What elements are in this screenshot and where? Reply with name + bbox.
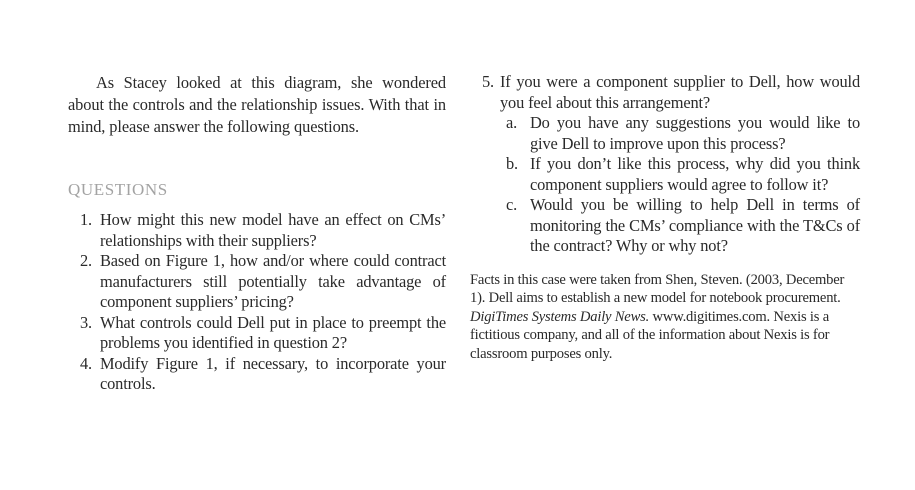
questions-list [68, 210, 446, 395]
question-number: 1. [80, 210, 92, 229]
sub-question-text: Do you have any suggestions you would like to give Dell to improve upon this process? [530, 113, 860, 153]
sub-question-b [500, 154, 860, 195]
source-note-text-1: Facts in this case were taken from Shen, Steven. (2003, December 1). Dell aims to establish a new model for notebook procurement. [470, 271, 845, 306]
source-journal-title: DigiTimes Systems Daily News. [470, 308, 650, 325]
sub-question-letter: a. [506, 113, 518, 132]
question-item-3 [68, 313, 446, 354]
questions-heading: QUESTIONS [68, 180, 168, 199]
question-number: 3. [80, 312, 92, 332]
question-text: What controls could Dell put in place to preempt the problems you identified in question 2? [100, 312, 446, 352]
right-column [470, 72, 860, 363]
sub-question-text: If you don’t like this process, why did you think component suppliers would agree to follow it? [530, 154, 860, 194]
sub-question-letter: b. [506, 154, 518, 173]
question-item-2 [68, 251, 446, 313]
question-number: 5. [482, 72, 494, 91]
question-number: 2. [80, 251, 92, 270]
source-note-text-2: www.digitimes.com. Nexis is a fictitious company, and all of the information about Nexis is for classroom purposes only. [470, 308, 830, 362]
question-text: How might this new model have an effect on CMs’ relationships with their suppliers? [100, 210, 446, 250]
sub-questions-list [500, 113, 860, 257]
questions-list-continued [470, 72, 860, 257]
sub-question-text: Would you be willing to help Dell in terms of monitoring the CMs’ compliance with the T&Cs of the contract? Why or why not? [530, 195, 860, 255]
left-column [68, 72, 446, 395]
sub-question-letter: c. [506, 195, 518, 214]
question-item-1 [68, 210, 446, 251]
intro-paragraph: As Stacey looked at this diagram, she wondered about the controls and the relationship issues. With that in mind, please answer the following questions. [68, 73, 446, 136]
question-number: 4. [80, 353, 92, 373]
sub-question-a [500, 113, 860, 154]
question-item-4 [68, 354, 446, 395]
source-note [470, 271, 860, 364]
question-text: Modify Figure 1, if necessary, to incorporate your controls. [100, 353, 446, 393]
sub-question-c [500, 195, 860, 257]
question-text: Based on Figure 1, how and/or where could contract manufacturers still potentially take advantage of component suppliers’ pricing? [100, 251, 446, 311]
question-text: If you were a component supplier to Dell, how would you feel about this arrangement? [500, 72, 860, 112]
question-item-5 [470, 72, 860, 257]
